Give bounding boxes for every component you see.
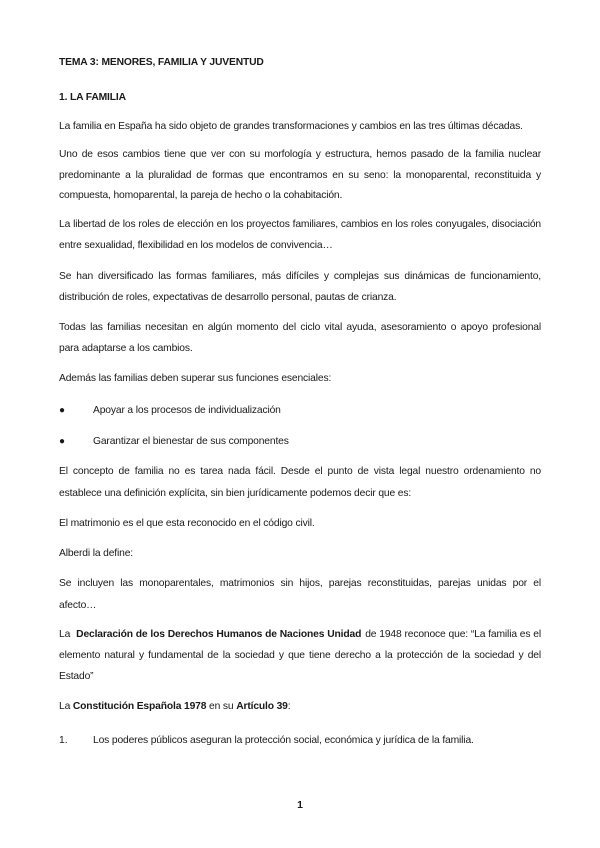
bullet-marker-1: ● [59, 405, 66, 416]
paragraph-2-line-1: Uno de esos cambios tiene que ver con su morfología y estructura, hemos pasado de la familia nuclear [59, 149, 541, 160]
paragraph-5-line-1: Todas las familias necesitan en algún momento del ciclo vital ayuda, asesoramiento o apoyo profesional [59, 322, 541, 333]
paragraph-3-line-2: entre sexualidad, flexibilidad en los modelos de convivencia… [59, 240, 333, 251]
paragraph-10-line-2: afecto… [59, 600, 97, 611]
paragraph-12 [59, 702, 541, 712]
paragraph-1: La familia en España ha sido objeto de grandes transformaciones y cambios en las tres últimas décadas. [59, 121, 523, 132]
declaration-quote-start: de 1948 reconoce que: “La familia es el [365, 629, 542, 640]
page-number: 1 [297, 799, 303, 811]
paragraph-6: Además las familias deben superar sus funciones esenciales: [59, 373, 332, 384]
paragraph-10-line-1: Se incluyen las monoparentales, matrimonios sin hijos, parejas reconstituidas, parejas unidas por el [59, 578, 541, 589]
document-title: TEMA 3: MENORES, FAMILIA Y JUVENTUD [59, 57, 264, 68]
paragraph-11-line-2: elemento natural y fundamental de la sociedad y que tiene derecho a la protección de la sociedad y del [59, 650, 541, 661]
declaration-intro: La [59, 629, 71, 640]
paragraph-8: El matrimonio es el que esta reconocido en el código civil. [59, 518, 315, 529]
constitution-connector: en su [206, 701, 237, 712]
constitution-intro: La [59, 701, 73, 712]
paragraph-4-line-2: distribución de roles, expectativas de desarrollo personal, pautas de crianza. [59, 292, 397, 303]
paragraph-7-line-2: establece una definición explícita, sin bien jurídicamente podemos decir que es: [59, 488, 412, 499]
numbered-item-marker: 1. [59, 735, 68, 746]
paragraph-7-line-1: El concepto de familia no es tarea nada fácil. Desde el punto de vista legal nuestro ordenamiento no [59, 466, 541, 477]
article-reference: Artículo 39 [236, 701, 288, 712]
bullet-item-2: Garantizar el bienestar de sus componentes [93, 436, 289, 447]
section-heading: 1. LA FAMILIA [59, 92, 126, 103]
bullet-marker-2: ● [59, 436, 66, 447]
paragraph-3-line-1: La libertad de los roles de elección en los proyectos familiares, cambios en los roles conyugales, disociación [59, 219, 541, 230]
paragraph-2-line-2: predominante a la pluralidad de formas que encontramos en su seno: la monoparental, reconstituida y [59, 170, 541, 181]
paragraph-2-line-3: compuesta, homoparental, la pareja de hecho o la cohabitación. [59, 190, 343, 201]
paragraph-5-line-2: para adaptarse a los cambios. [59, 343, 193, 354]
declaration-name: Declaración de los Derechos Humanos de Naciones Unidad [76, 629, 362, 640]
constitution-colon: : [287, 701, 291, 712]
paragraph-4-line-1: Se han diversificado las formas familiares, más difíciles y complejas sus dinámicas de funcionamiento, [59, 271, 541, 282]
paragraph-11-line-3: Estado” [59, 671, 94, 682]
paragraph-9: Alberdi la define: [59, 548, 134, 559]
paragraph-11-line-1 [59, 630, 541, 640]
numbered-item-text: Los poderes públicos aseguran la protección social, económica y jurídica de la familia. [93, 735, 474, 746]
constitution-name: Constitución Española 1978 [72, 701, 207, 712]
bullet-item-1: Apoyar a los procesos de individualización [93, 405, 281, 416]
